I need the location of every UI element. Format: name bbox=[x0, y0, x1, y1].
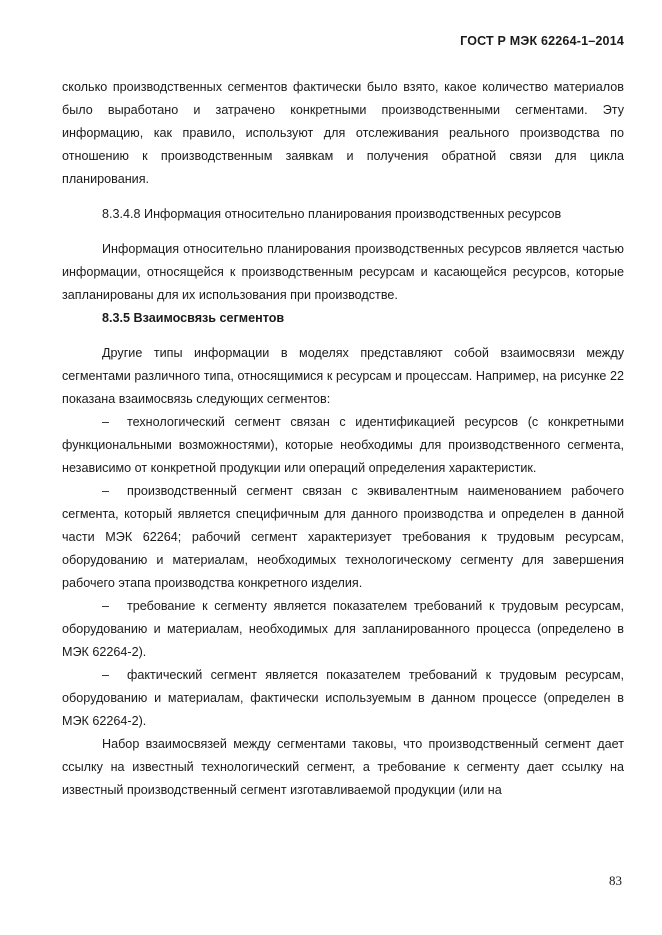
list-item bbox=[62, 595, 624, 664]
subsection-title: 8.3.4.8 Информация относительно планирования производственных ресурсов bbox=[102, 207, 562, 221]
list-item-text: технологический сегмент связан с идентификацией ресурсов (с конкретными функциональными возможностями), которые необходимы для производственного сегмента, независимо от конкретной продукции или операций определения характеристик. bbox=[62, 415, 624, 475]
paragraph-intro: Другие типы информации в моделях представляют собой взаимосвязи между сегментами различного типа, относящимися к ресурсам и процессам. Например, на рисунке 22 показана взаимосвязь следующих сегментов: bbox=[62, 346, 624, 406]
page-number: 83 bbox=[609, 873, 622, 888]
paragraph-final: Набор взаимосвязей между сегментами таковы, что производственный сегмент дает ссылку на известный технологический сегмент, а требование к сегменту дает ссылку на известный производственный сегмент изготавливаемой продукции (или на bbox=[62, 737, 624, 797]
list-item bbox=[62, 480, 624, 595]
page-content bbox=[62, 76, 624, 802]
paragraph-continuation: сколько производственных сегментов фактически было взято, какое количество материалов было выработано и затрачено конкретными производственными сегментами. Эту информацию, как правило, используют для отслеживания реального производства по отношению к производственным заявкам и получения обратной связи для цикла планирования. bbox=[62, 80, 624, 186]
list-item bbox=[62, 411, 624, 480]
list-dash: – bbox=[102, 415, 110, 429]
list-dash: – bbox=[102, 599, 110, 613]
paragraph-planning: Информация относительно планирования производственных ресурсов является частью информации, относящейся к производственным ресурсам и касающейся ресурсов, которые запланированы для их использования при производстве. bbox=[62, 242, 624, 302]
list-item-text: требование к сегменту является показателем требований к трудовым ресурсам, оборудованию и материалам, необходимых для запланированного процесса (определено в МЭК 62264-2). bbox=[62, 599, 624, 659]
list-dash: – bbox=[102, 668, 110, 682]
list-item-text: фактический сегмент является показателем требований к трудовым ресурсам, оборудованию и материалам, фактически используемым в данном процессе (определен в МЭК 62264-2). bbox=[62, 668, 624, 728]
list-dash: – bbox=[102, 484, 110, 498]
standard-header: ГОСТ Р МЭК 62264-1–2014 bbox=[460, 34, 624, 48]
list-item-text: производственный сегмент связан с эквивалентным наименованием рабочего сегмента, который является специфичным для данного производства и определен в данной части МЭК 62264; рабочий сегмент характеризует требования к трудовым ресурсам, оборудованию и материалам, необходимых технологическому сегменту для завершения рабочего этапа производства конкретного изделия. bbox=[62, 484, 624, 590]
section-heading: 8.3.5 Взаимосвязь сегментов bbox=[102, 311, 285, 325]
list-item bbox=[62, 664, 624, 733]
